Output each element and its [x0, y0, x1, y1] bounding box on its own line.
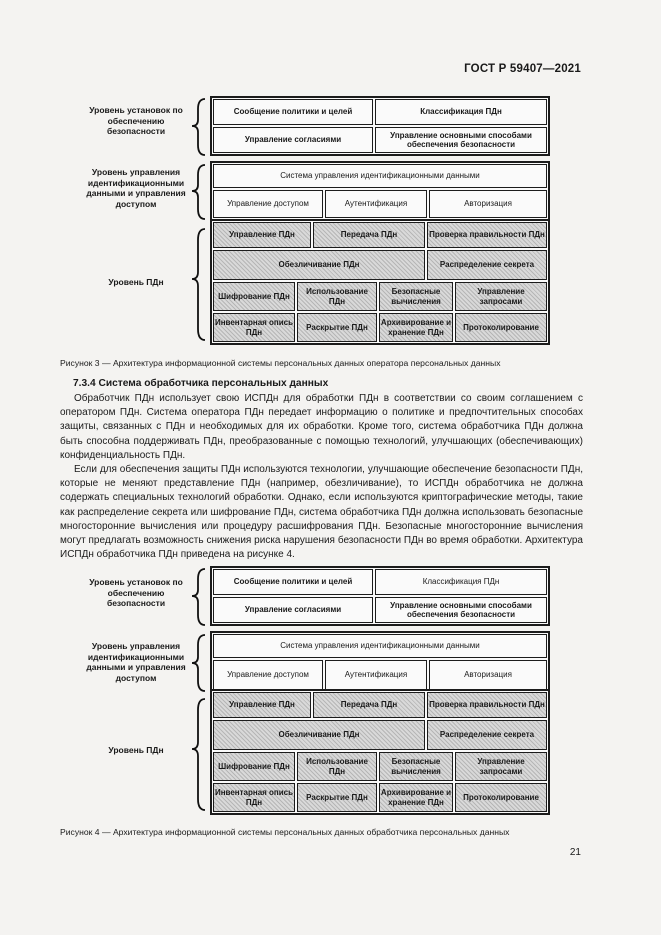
level-label-policy: Уровень установок по обеспечению безопасности	[89, 105, 183, 136]
block-inventory: Инвентарная опись ПДн	[213, 783, 295, 812]
paragraph: Обработчик ПДн использует свою ИСПДн для обработки ПДн в соответствии со своим соглашением с оператором ПДн. Система оператора ПДн передает информацию о политике и предпочтительных способах защиты, связанных с ПДн и необходимых для их обработки. Кроме того, система обработчика ПДн должна быть способна поддерживать ПДн, преобразованные с помощью технологий, улучшающих (обеспечивающих) конфиденциальность ПДн.	[60, 393, 583, 461]
block-classification: Классификация ПДн	[375, 569, 547, 595]
block-pd-transfer: Передача ПДн	[313, 222, 425, 248]
block-security-methods: Управление основными способами обеспечения безопасности	[375, 597, 547, 623]
block-pd-management: Управление ПДн	[213, 692, 311, 718]
block-pd-management: Управление ПДн	[213, 222, 311, 248]
section-body	[60, 392, 583, 562]
figure-4	[82, 565, 552, 815]
block-security-methods: Управление основными способами обеспечения безопасности	[375, 127, 547, 153]
block-authorization: Авторизация	[429, 190, 547, 218]
block-archiving: Архивирование и хранение ПДн	[379, 783, 453, 812]
block-authentication: Аутентификация	[325, 190, 427, 218]
section-title: 7.3.4 Система обработчика персональных данных	[73, 378, 329, 389]
block-policy-comm: Сообщение политики и целей	[213, 569, 373, 595]
block-logging: Протоколирование	[455, 783, 547, 812]
block-anonymization: Обезличивание ПДн	[213, 250, 425, 280]
block-identity-system: Система управления идентификационными данными	[213, 164, 547, 188]
figure-4-caption: Рисунок 4 — Архитектура информационной системы персональных данных обработчика персональных данных	[60, 827, 510, 837]
block-pd-transfer: Передача ПДн	[313, 692, 425, 718]
block-encryption: Шифрование ПДн	[213, 752, 295, 781]
level-label-pd: Уровень ПДн	[108, 745, 164, 755]
block-identity-system: Система управления идентификационными данными	[213, 634, 547, 658]
block-policy-comm: Сообщение политики и целей	[213, 99, 373, 125]
block-pd-usage: Использование ПДн	[297, 752, 377, 781]
block-disclosure: Раскрытие ПДн	[297, 313, 377, 342]
brace-icon	[190, 95, 208, 345]
block-consent: Управление согласиями	[213, 597, 373, 623]
block-secret-sharing: Распределение секрета	[427, 250, 547, 280]
level-label-identity: Уровень управления идентификационными данными и управления доступом	[86, 167, 186, 209]
block-query-management: Управление запросами	[455, 282, 547, 311]
block-authentication: Аутентификация	[325, 660, 427, 690]
block-query-management: Управление запросами	[455, 752, 547, 781]
block-pd-usage: Использование ПДн	[297, 282, 377, 311]
block-logging: Протоколирование	[455, 313, 547, 342]
block-encryption: Шифрование ПДн	[213, 282, 295, 311]
brace-icon	[190, 565, 208, 815]
block-consent: Управление согласиями	[213, 127, 373, 153]
level-label-pd: Уровень ПДн	[108, 277, 164, 287]
block-secret-sharing: Распределение секрета	[427, 720, 547, 750]
paragraph: Если для обеспечения защиты ПДн используются технологии, улучшающие обеспечение безопасности ПДн, которые не меняют представление ПДн (например, обезличивание), то ИСПДн обработчика не должна содержать специальных технологий обработки. Однако, если используются криптографические методы, такие как распределение секрета или шифрование ПДн, система обработчика ПДн должна использовать безопасные многосторонние вычисления или процедуру расшифрования ПДн. Безопасные многосторонние вычисления могут предлагать возможность снижения риска нарушения безопасности ПДн во время обработки. Архитектура ИСПДн обработчика ПДн приведена на рисунке 4.	[60, 464, 583, 561]
block-inventory: Инвентарная опись ПДн	[213, 313, 295, 342]
block-secure-compute: Безопасные вычисления	[379, 282, 453, 311]
block-pd-check: Проверка правильности ПДн	[427, 692, 547, 718]
level-label-identity: Уровень управления идентификационными данными и управления доступом	[86, 641, 186, 683]
block-secure-compute: Безопасные вычисления	[379, 752, 453, 781]
figure-3-caption: Рисунок 3 — Архитектура информационной системы персональных данных оператора персональных данных	[60, 358, 501, 368]
page-number: 21	[569, 847, 581, 858]
block-pd-check: Проверка правильности ПДн	[427, 222, 547, 248]
level-label-policy: Уровень установок по обеспечению безопасности	[89, 577, 183, 608]
figure-3	[82, 95, 552, 345]
block-classification: Классификация ПДн	[375, 99, 547, 125]
block-access-control: Управление доступом	[213, 660, 323, 690]
block-authorization: Авторизация	[429, 660, 547, 690]
block-access-control: Управление доступом	[213, 190, 323, 218]
block-disclosure: Раскрытие ПДн	[297, 783, 377, 812]
block-archiving: Архивирование и хранение ПДн	[379, 313, 453, 342]
document-header: ГОСТ Р 59407—2021	[464, 63, 581, 75]
block-anonymization: Обезличивание ПДн	[213, 720, 425, 750]
